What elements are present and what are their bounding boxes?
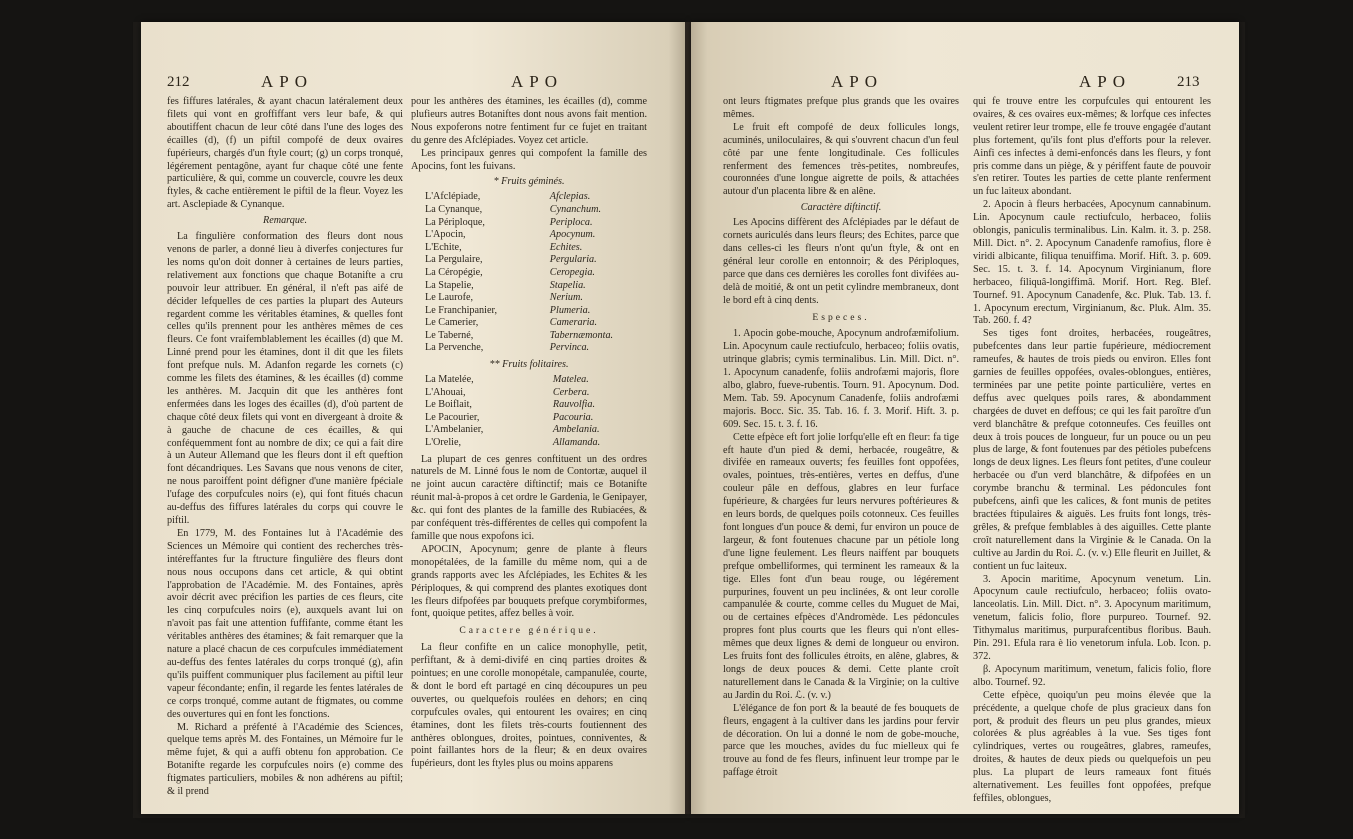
- genus-french-name: L'Ahouai,: [425, 386, 466, 398]
- genus-latin-name: Pergularia.: [549, 254, 597, 266]
- genus-row: [411, 330, 647, 343]
- section-heading: Caractere générique.: [459, 625, 599, 637]
- genus-row: [411, 254, 647, 267]
- running-head-right-2: APO: [1079, 72, 1132, 91]
- genus-french-name: Le Franchipanier,: [425, 304, 498, 316]
- genus-latin-name: Periploca.: [549, 216, 593, 228]
- running-head-right-1: APO: [831, 72, 884, 91]
- genus-row: [411, 305, 647, 318]
- paragraph: β. Apocynum maritimum, venetum, falicis folio, flore albo. Tournef. 92.: [973, 663, 1211, 688]
- genus-latin-name: Matelea.: [552, 373, 589, 385]
- genus-row: [411, 267, 647, 280]
- paragraph: M. Richard a préfenté à l'Académie des Sciences, quelque tems après M. des Fontaines, un Mémoire fur le même fujet, & qui a auffi obtenu fon approbation. Ce Botanifte regarde les corpufcules noirs (e) comme des ftigmates particuliers, mobiles & non adhérens au piftil; & il prend: [167, 721, 403, 798]
- genus-french-name: Le Boiflait,: [425, 399, 472, 411]
- left-column-1: [167, 96, 403, 799]
- genus-row: [411, 424, 647, 437]
- right-column-1: [723, 96, 959, 780]
- genus-french-name: L'Apocin,: [425, 229, 466, 241]
- genus-french-name: La Périploque,: [425, 216, 485, 228]
- genus-latin-name: Ambelania.: [552, 424, 600, 436]
- paragraph: 2. Apocin à fleurs herbacées, Apocynum cannabinum. Lin. Apocynum caule rectiufculo, herbaceo, foliis oblongis, paniculis terminalibus. Lin. Kalm. it. 3. p. 258. Mill. Dict. n°. 2. Apocynum Canadenfe ramofius, flore è viridi albicante, filiqua tenuiffima. Morif. Hift. 3. p. 609. Sec. 15. t. 3. f. 14. Apocynum Virginianum, flore herbaceo, filiquâ-longiffimâ. Morif. Hort. Reg. Blef. Tournef. 91. Apocynum Canadenfe, &c. Pluk. Tab. 13. f. 1. Apocynum erectum, Virginianum, &c. Pluk. Alm. 35. Tab. 260. f. 4?: [973, 199, 1211, 327]
- paragraph: La plupart de ces genres conftituent un des ordres naturels de M. Linné fous le nom de Contortæ, auquel il ne joint aucun caractère diftinctif; mais ce Botanifte réunit mal-à-propos à cet ordre le Gardenia, le Genipayer, &c. qui font des plantes de la famille des Rubiacées, & par conféquent très-différentes de celles qui compofent la famille que nous expofons ici.: [411, 453, 647, 542]
- page-number-left: 212: [167, 74, 190, 90]
- section-heading: Caractère diftinctif.: [800, 202, 882, 214]
- paragraph: pour les anthères des étamines, les écailles (d), comme plufieurs autres Botaniftes dont nous avons fait mention. Nous expoferons notre fentiment fur ce fujet en traitant du genre des Afclépiades. Voyez cet article.: [411, 96, 647, 146]
- genus-row: [411, 412, 647, 425]
- genus-french-name: Le Laurofe,: [425, 292, 474, 304]
- genus-row: [411, 374, 647, 387]
- genus-french-name: Le Taberné,: [425, 329, 474, 341]
- paragraph: En 1779, M. des Fontaines lut à l'Académie des Sciences un Mémoire qui contient des recherches très-intéreffantes fur la ftructure fingulière des fleurs dont nous nous occupons dans cet article, & qui obtint l'approbation de l'Académie. M. des Fontaines, après avoir décrit avec précifion les parties de ces fleurs, cite les cinq corpufcules noirs (e), auxquels avant lui on n'avoit pas fait une attention fuffifante, comme étant les véritables anthères des étamines; & fait remarquer que la nature a placé chacun de ces corpufcules immédiatement au-deffus des fentes latérales du corps tronqué (g), afin qu'ils puiffent communiquer plus facilement au piftil leur vapeur fécondante; enfin, il regarde les fentes latérales de ce corps tronqué, comme autant de ftigmates, ou comme des ouvertures qui en font les fonctions.: [167, 527, 403, 720]
- genus-list-gemines: [411, 191, 647, 355]
- paragraph: Cette efpèce, quoiqu'un peu moins élevée que la précédente, a quelque chofe de plus gracieux dans fon port, & produit des fleurs un peu plus grandes, mieux colorées & plus agréables à la vue. Ses tiges font cylindriques, vertes ou rougeâtres, glabres, rameufes, droites, & hautes de deux pieds ou quelquefois un peu plus. La plupart de leurs rameaux font fitués alternativement. Les feuilles font oppofées, prefque feffiles, oblongues,: [973, 689, 1211, 804]
- genus-french-name: La Stapelie,: [425, 279, 474, 291]
- section-heading: ** Fruits folitaires.: [489, 359, 569, 371]
- genus-french-name: Le Pacourier,: [425, 411, 480, 423]
- paragraph: Les Apocins diffèrent des Afclépiades par le défaut de cornets auriculés dans leurs fleurs; des Echites, parce que dans celles-ci les fleurs n'ont qu'un ftyle, & ont en général leur corolle en entonnoir; & des Périploques, parce que dans ces dernières les corolles font divifées au-delà de moitié, & ont un petit cylindre membraneux, dont le bord eft à cinq dents.: [723, 217, 959, 306]
- running-head-left-1: APO: [261, 72, 314, 91]
- genus-latin-name: Rauvolfia.: [552, 399, 596, 411]
- section-heading: Especes.: [812, 311, 870, 323]
- section-heading: * Fruits géminés.: [493, 176, 565, 188]
- paragraph: qui fe trouve entre les corpufcules qui entourent les ovaires, & ces ovaires eux-mêmes; & lorfque ces infectes veulent retirer leur trompe, elle fe trouve engagée d'autant plus fortement, qu'ils font plus d'efforts pour la relever. Ainfi ces infectes à demi-enfoncés dans les fleurs, y font pris comme dans un piège, & y périffent faute de pouvoir s'en retirer. Toutes les parties de cette plante renferment un fuc laiteux abondant.: [973, 96, 1211, 198]
- genus-french-name: La Matelée,: [425, 373, 474, 385]
- genus-french-name: Le Camerier,: [425, 317, 479, 329]
- running-head-left-2: APO: [511, 72, 564, 91]
- genus-row: [411, 387, 647, 400]
- genus-latin-name: Echites.: [549, 241, 583, 253]
- genus-french-name: L'Orelie,: [425, 436, 462, 448]
- open-book: [133, 22, 1245, 818]
- paragraph: Les principaux genres qui compofent la famille des Apocins, font les fuivans.: [411, 147, 647, 172]
- genus-row: [411, 280, 647, 293]
- genus-latin-name: Pacouria.: [552, 411, 594, 423]
- genus-latin-name: Afclepias.: [549, 191, 591, 203]
- paragraph: APOCIN, Apocynum; genre de plante à fleurs monopétalées, de la famille du même nom, qui a de grands rapports avec les Afclépiades, les Echites & les Périploques, & qui comprend des plantes exotiques dont les fleurs difpofées par bouquets prefque corymbiformes, font, quoique petites, affez belles à voir.: [411, 543, 647, 620]
- genus-latin-name: Cynanchum.: [549, 203, 601, 215]
- paragraph: Cette efpèce eft fort jolie lorfqu'elle eft en fleur: fa tige eft haute d'un pied & demi, herbacée, rougeâtre, & divifée en rameaux ouverts; fes feuilles font oppofées, ovales, pointues, très-entières, vertes en deffus, d'une couleur pâle en deffous, glabres en leur furface fupérieure, & chargées fur leurs nervures poftérieures & en leurs bords, de quelques poils cotonneux. Ces feuilles font longues d'un pouce & demi, fur environ un pouce de largeur, & font foutenues chacune par un pétiole long d'une ligne feulement. Les fleurs naiffent par bouquets prefque ombelliformes, qui terminent les rameaux & la tige. Elles font d'un beau rouge, ou légérement purpurines, fouvent un peu inclinées, & ont leur corolle campanulée & courte, comme celles du Muguet de Mai, ou de certaines efpèces d'Andromède. Les pédoncules propres font plus courts que les fleurs qui n'ont elles-mêmes que deux lignes & demi de longueur ou environ. Les fruits font des follicules étroits, en alêne, glabres, & longs de deux pouces & demi. Cette plante croît naturellement dans le Canada & la Virginie; on la cultive au Jardin du Roi. ℒ. (v. v.): [723, 431, 959, 701]
- right-page: [691, 22, 1239, 814]
- genus-row: [411, 204, 647, 217]
- page-number-right: 213: [1177, 74, 1200, 90]
- paragraph: La fingulière conformation des fleurs dont nous venons de parler, a donné lieu à diverfes conjectures fur les noms qu'on doit donner à certaines de leurs parties, relativement aux fonctions que chaque Botanifte a cru pouvoir leur attribuer. En général, il n'eft pas aifé de décider lefquelles de ces parties la plupart des Auteurs regardent comme les véritables étamines, & quelles font celles qu'ils prennent pour les anthères mêmes de ces fleurs. Ce font vraifemblablement les écailles (d) que M. Linné prend pour les étamines, dont il dit que les filets font prefque nuls. M. Adanfon regarde les cornets (c) comme les filets des étamines, & les écailles (d) comme les anthères. M. Jacquin dit que les anthères font enfermées dans les loges des écailles (d), d'où partent de chaque côté deux filets qui vont en divergeant à droite & à gauche de chacune de ces écailles, & qui conféquemment font au nombre de dix; ce qui a fait dire à un Auteur Allemand que les fleurs dont il eft queftion font décandriques. Les Savans que nous venons de citer, ne nous paroiffent point défigner d'une manière fpéciale l'ufage des corpufcules noirs (e), qui font fitués chacun au-deffus des fiffures latérales du corps qui couvre le piftil.: [167, 231, 403, 526]
- genus-latin-name: Ceropegia.: [549, 266, 595, 278]
- paragraph: La fleur confifte en un calice monophylle, petit, perfiftant, & à demi-divifé en cinq parties droites & pointues; en une corolle monopétale, campanulée, courte, & dont le bord eft partagé en cinq découpures un peu ouvertes, ou quelquefois roulées en dehors; en cinq corpufcules ovales, qui entourent les ovaires; en cinq étamines, dont les filets très-courts foutiennent des anthères oblongues, droites, pointues, conniventes, & point faillantes hors de la fleur; & en deux ovaires fupérieurs, dont les ftyles plus ou moins apparens: [411, 642, 647, 770]
- right-column-2: [973, 96, 1211, 806]
- genus-latin-name: Cameraria.: [549, 317, 598, 329]
- genus-row: [411, 217, 647, 230]
- left-page: [141, 22, 685, 814]
- genus-row: [411, 342, 647, 355]
- genus-latin-name: Apocynum.: [549, 229, 596, 241]
- genus-row: [411, 191, 647, 204]
- genus-french-name: La Céropégie,: [425, 266, 483, 278]
- paragraph: 1. Apocin gobe-mouche, Apocynum androfæmifolium. Lin. Apocynum caule rectiufculo, herbaceo; foliis ovatis, utrinque glabris; cymis terminalibus. Lin. Mill. Dict. n°. 1. Apocynum canadenfe, foliis androfæmi majoris, flore albo, glabro, fueve-rubentis. Tourn. 91. Apocynum. Dod. Mem. Tab. 59. Apocynum Canadenfe, foliis androfæmi majoris. Bocc. Sic. 35. Tab. 16. f. 3. Morif. Hift. 3. p. 609. Sec. 15. t. 3. f. 16.: [723, 328, 959, 430]
- genus-french-name: L'Afclépiade,: [425, 191, 481, 203]
- genus-row: [411, 437, 647, 450]
- genus-latin-name: Plumeria.: [549, 304, 591, 316]
- section-heading: Remarque.: [262, 215, 308, 227]
- genus-french-name: L'Echite,: [425, 241, 462, 253]
- left-column-2: [411, 96, 647, 771]
- genus-latin-name: Stapelia.: [549, 279, 586, 291]
- genus-latin-name: Pervinca.: [549, 342, 590, 354]
- paragraph: ont leurs ftigmates prefque plus grands que les ovaires mêmes.: [723, 96, 959, 120]
- genus-list-solitaires: [411, 374, 647, 450]
- paragraph: L'élégance de fon port & la beauté de fes bouquets de fleurs, engagent à la cultiver dans les jardins pour fervir de décoration. On lui a donné le nom de gobe-mouche, parce que les mouches, avides du fuc mielleux qui fe trouve au fond de fes fleurs, infinuent leur trompe par le paffage étroit: [723, 702, 959, 779]
- genus-french-name: La Cynanque,: [425, 203, 483, 215]
- paragraph: 3. Apocin maritime, Apocynum venetum. Lin. Apocynum caule rectiufculo, herbaceo; foliis ovato-lanceolatis. Lin. Mill. Dict. n°. 3. Apocynum maritimum, venetum, falicis folio, flore purpureo. Tournef. 92. Tithymalus maritimus, purpurafcentibus floribus. Bauh. Pin. 291. Efula rara è lio venetorum infula. Lob. Icon. p. 372.: [973, 573, 1211, 662]
- genus-latin-name: Cerbera.: [552, 386, 590, 398]
- genus-latin-name: Nerium.: [549, 292, 583, 304]
- genus-row: [411, 292, 647, 305]
- genus-row: [411, 399, 647, 412]
- genus-row: [411, 317, 647, 330]
- paragraph: Ses tiges font droites, herbacées, rougeâtres, pubefcentes dans leur partie fupérieure, médiocrement rameufes, & hautes de trois pieds ou environ. Elles font garnies de feuilles oppofées, ovales-oblongues, entières, terminées par une petite pointe particulière, vertes en deffus avec quelques poils rares, & abondamment chargées de duvet en deffous; ce qui les fait paroître d'un verd blanchâtre & prefque cotonneufes. Ces feuilles ont deux à trois pouces de longueur, fur un pouce ou un peu plus de large, & font foutenues par des pétioles pubefcens longs de deux lignes. Les fleurs font petites, d'une couleur herbacée ou d'un verd blanchâtre, & difpofées en un corymbe branchu & terminal. Les pédoncules font pubefcens, ainfi que les calices, & font munis de petites bractées ftipulaires & aiguës. Les fruits font longs, très-grêles, & prefque femblables à des aiguilles. Cette plante croît naturellement dans la Virginie & le Canada. On la cultive au Jardin du Roi. ℒ. (v. v.) Elle fleurit en Juillet, & contient un fuc laiteux.: [973, 328, 1211, 572]
- paragraph: fes fiffures latérales, & ayant chacun latéralement deux filets qui vont en groffiffant vers leur bafe, & qui aboutiffent chacun de leur côté dans l'une des loges des écailles (d), (f) un piftil compofé de deux ovaires fupérieurs, chargés d'un ftyle court; (g) un corps tronqué, légérement pentagône, ayant fur chaque côté une fente particulière, & qui, comme un couvercle, couvre les deux ftyles, & cache entièrement le piftil de la fleur. Voyez les art. Asclepiade & Cynanque.: [167, 96, 403, 211]
- genus-latin-name: Allamanda.: [552, 436, 601, 448]
- genus-row: [411, 242, 647, 255]
- paragraph: Le fruit eft compofé de deux follicules longs, acuminés, uniloculaires, & qui s'ouvrent chacun d'un feul côté par une fente longitudinale. Ces follicules renferment des femences très-petites, nombreufes, couronnées d'une longue aigrette de poils, & attachées autour d'un placenta libre & en alêne.: [723, 121, 959, 198]
- genus-french-name: La Pergulaire,: [425, 254, 483, 266]
- genus-french-name: L'Ambelanier,: [425, 424, 484, 436]
- genus-french-name: La Pervenche,: [425, 342, 484, 354]
- genus-row: [411, 229, 647, 242]
- genus-latin-name: Tabernæmonta.: [549, 329, 614, 341]
